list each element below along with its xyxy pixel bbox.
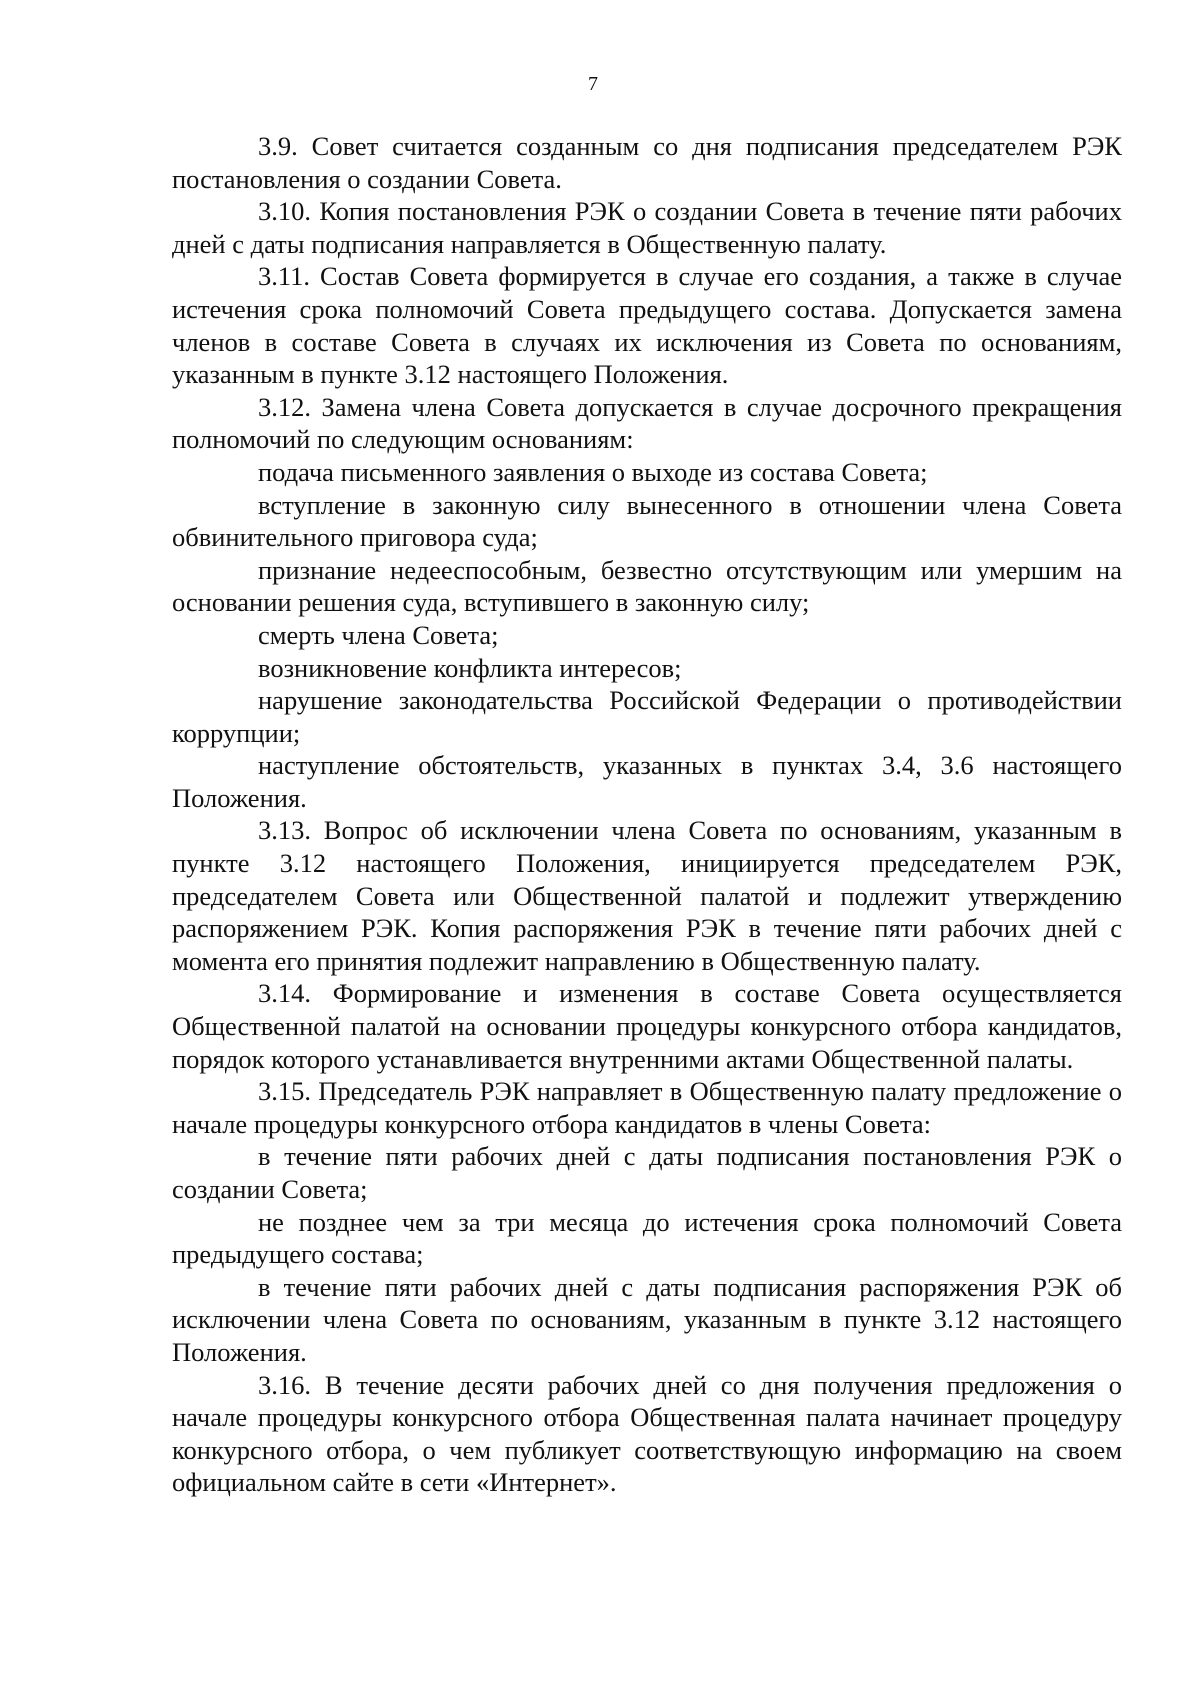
- list-item-ground-7: наступление обстоятельств, указанных в пунктах 3.4, 3.6 настоящего Положения.: [172, 750, 1122, 813]
- list-item-ground-1: подача письменного заявления о выходе из состава Совета;: [258, 456, 928, 487]
- paragraph-3-13: 3.13. Вопрос об исключении члена Совета по основаниям, указанным в пункте 3.12 настоящего Положения, инициируется председателем РЭК, председателем Совета или Общественной палатой и подлежит утверждению распоряжением РЭК. Копия распоряжения РЭК в течение пяти рабочих дней с момента его принятия подлежит направлению в Общественную палату.: [172, 815, 1122, 976]
- list-item-ground-2: вступление в законную силу вынесенного в отношении члена Совета обвинительного приговора суда;: [172, 489, 1122, 553]
- paragraph-3-12: 3.12. Замена члена Совета допускается в случае досрочного прекращения полномочий по следующим основаниям:: [172, 391, 1122, 455]
- page-number: 7: [588, 73, 598, 95]
- list-item-proposal-2: не позднее чем за три месяца до истечения срока полномочий Совета предыдущего состава;: [172, 1206, 1122, 1270]
- paragraph-3-11: 3.11. Состав Совета формируется в случае его создания, а также в случае истечения срока полномочий Совета предыдущего состава. Допускается замена членов в составе Совета в случаях их исключения из Совета по основаниям, указанным в пункте 3.12 настоящего Положения.: [172, 261, 1122, 390]
- list-item-proposal-3: в течение пяти рабочих дней с даты подписания распоряжения РЭК об исключении члена Совета по основаниям, указанным в пункте 3.12 настоящего Положения.: [172, 1271, 1122, 1367]
- list-item-ground-3: признание недееспособным, безвестно отсутствующим или умершим на основании решения суда, вступившего в законную силу;: [172, 554, 1122, 618]
- list-item-proposal-1: в течение пяти рабочих дней с даты подписания постановления РЭК о создании Совета;: [172, 1141, 1122, 1204]
- list-item-ground-6: нарушение законодательства Российской Федерации о противодействии коррупции;: [172, 685, 1122, 748]
- list-item-ground-4: смерть члена Совета;: [258, 619, 499, 650]
- paragraph-3-15: 3.15. Председатель РЭК направляет в Общественную палату предложение о начале процедуры конкурсного отбора кандидатов в члены Совета:: [172, 1076, 1122, 1139]
- paragraph-3-10: 3.10. Копия постановления РЭК о создании Совета в течение пяти рабочих дней с даты подписания направляется в Общественную палату.: [172, 196, 1122, 259]
- document-body: [172, 130, 1122, 1499]
- paragraph-3-9: 3.9. Совет считается созданным со дня подписания председателем РЭК постановления о создании Совета.: [172, 131, 1122, 194]
- paragraph-3-14: 3.14. Формирование и изменения в составе Совета осуществляется Общественной палатой на основании процедуры конкурсного отбора кандидатов, порядок которого устанавливается внутренними актами Общественной палаты.: [172, 978, 1122, 1074]
- list-item-ground-5: возникновение конфликта интересов;: [258, 652, 682, 683]
- paragraph-3-16: 3.16. В течение десяти рабочих дней со дня получения предложения о начале процедуры конкурсного отбора Общественная палата начинает процедуру конкурсного отбора, о чем публикует соответствующую информацию на своем официальном сайте в сети «Интернет».: [172, 1369, 1122, 1498]
